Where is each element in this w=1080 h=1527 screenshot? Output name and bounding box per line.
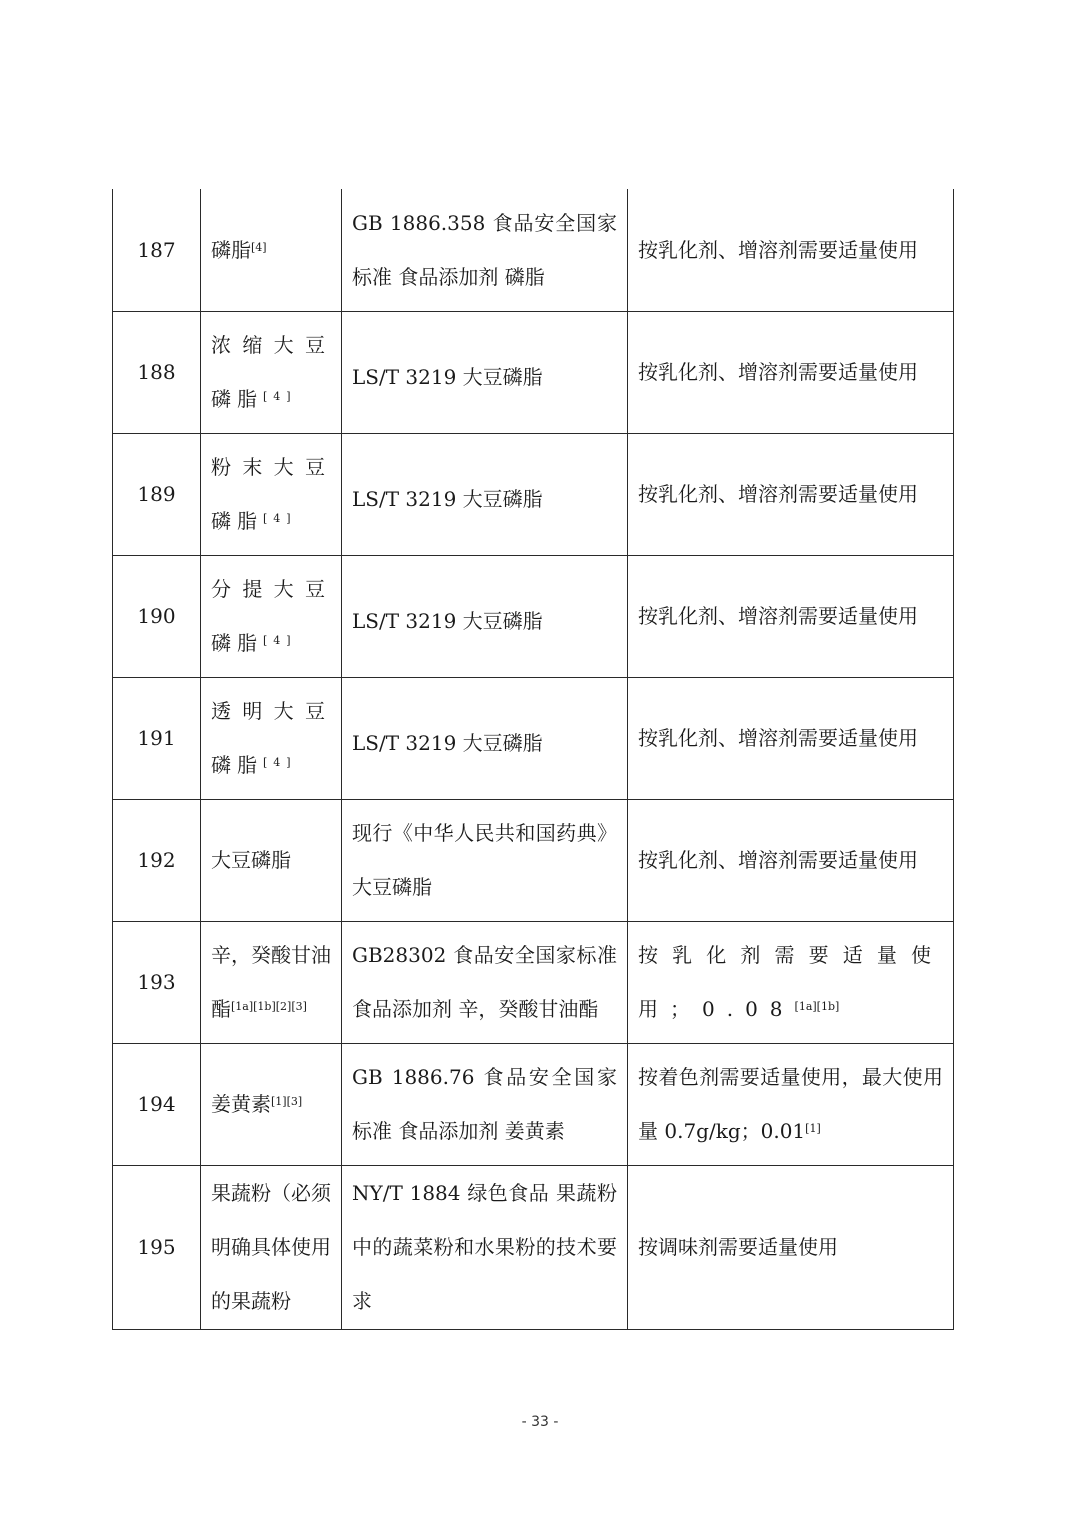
standard-cell: LS/T 3219 大豆磷脂 — [342, 555, 628, 677]
table-row — [113, 311, 954, 433]
table-row — [113, 555, 954, 677]
reference-mark: [4] — [263, 512, 297, 525]
row-number: 191 — [113, 677, 201, 799]
table-row — [113, 799, 954, 921]
row-number: 187 — [113, 189, 201, 311]
table-row — [113, 921, 954, 1043]
reference-mark: [4] — [263, 390, 297, 403]
item-name: 大豆磷脂 — [201, 799, 342, 921]
table-row — [113, 189, 954, 311]
usage-cell: 按乳化剂、增溶剂需要适量使用 — [628, 433, 954, 555]
standards-table — [112, 189, 954, 1330]
usage-cell: 按乳化剂、增溶剂需要适量使用 — [628, 799, 954, 921]
row-number: 194 — [113, 1043, 201, 1165]
reference-mark: [1a][1b] — [794, 1000, 840, 1013]
standard-cell: GB 1886.358 食品安全国家标准 食品添加剂 磷脂 — [342, 189, 628, 311]
item-name: 姜黄素[1][3] — [201, 1043, 342, 1165]
reference-mark: [4] — [263, 634, 297, 647]
item-name: 磷脂[4] — [201, 189, 342, 311]
usage-cell: 按乳化剂需要适量使用；0.08[1a][1b] — [628, 921, 954, 1043]
usage-cell: 按调味剂需要适量使用 — [628, 1165, 954, 1329]
usage-cell: 按乳化剂、增溶剂需要适量使用 — [628, 555, 954, 677]
item-name: 辛，癸酸甘油酯[1a][1b][2][3] — [201, 921, 342, 1043]
standard-cell: NY/T 1884 绿色食品 果蔬粉中的蔬菜粉和水果粉的技术要求 — [342, 1165, 628, 1329]
standard-cell: LS/T 3219 大豆磷脂 — [342, 311, 628, 433]
row-number: 192 — [113, 799, 201, 921]
item-name: 浓缩大豆磷脂[4] — [201, 311, 342, 433]
item-name: 果蔬粉（必须明确具体使用的果蔬粉 — [201, 1165, 342, 1329]
standard-cell: GB28302 食品安全国家标准 食品添加剂 辛，癸酸甘油酯 — [342, 921, 628, 1043]
row-number: 189 — [113, 433, 201, 555]
page-number: - 33 - — [521, 1414, 559, 1430]
reference-mark: [4] — [251, 240, 267, 254]
table-row — [113, 1165, 954, 1329]
row-number: 193 — [113, 921, 201, 1043]
standard-cell: LS/T 3219 大豆磷脂 — [342, 677, 628, 799]
usage-cell: 按乳化剂、增溶剂需要适量使用 — [628, 189, 954, 311]
standard-cell: GB 1886.76 食品安全国家标准 食品添加剂 姜黄素 — [342, 1043, 628, 1165]
reference-mark: [1][3] — [271, 1095, 303, 1108]
reference-mark: [1] — [805, 1122, 821, 1135]
row-number: 195 — [113, 1165, 201, 1329]
usage-cell: 按乳化剂、增溶剂需要适量使用 — [628, 311, 954, 433]
reference-mark: [4] — [263, 756, 297, 769]
item-name: 粉末大豆磷脂[4] — [201, 433, 342, 555]
usage-cell: 按乳化剂、增溶剂需要适量使用 — [628, 677, 954, 799]
row-number: 188 — [113, 311, 201, 433]
table-row — [113, 677, 954, 799]
usage-cell: 按着色剂需要适量使用，最大使用量 0.7g/kg；0.01[1] — [628, 1043, 954, 1165]
reference-mark: [1a][1b][2][3] — [231, 1000, 307, 1013]
item-name: 分提大豆磷脂[4] — [201, 555, 342, 677]
standard-cell: LS/T 3219 大豆磷脂 — [342, 433, 628, 555]
item-name: 透明大豆磷脂[4] — [201, 677, 342, 799]
standard-cell: 现行《中华人民共和国药典》大豆磷脂 — [342, 799, 628, 921]
row-number: 190 — [113, 555, 201, 677]
table-row — [113, 1043, 954, 1165]
table-row — [113, 433, 954, 555]
